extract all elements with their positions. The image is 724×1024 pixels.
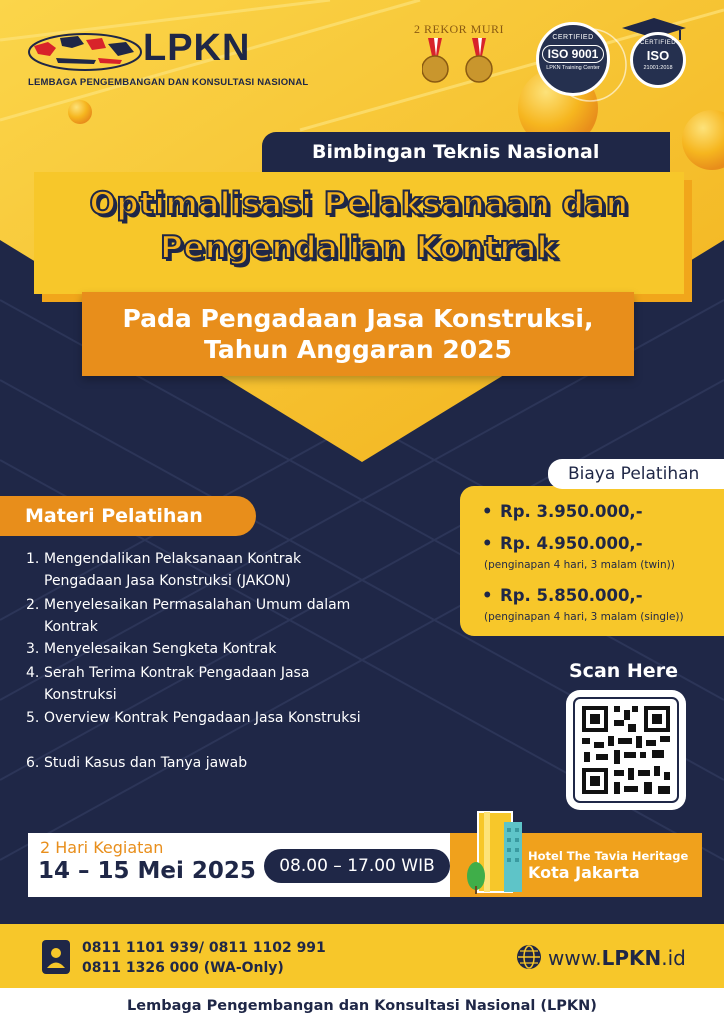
- building-icon: [464, 808, 526, 894]
- rekor-muri-label: 2 REKOR MURI: [414, 22, 505, 36]
- iso-9001-label: ISO 9001: [542, 45, 605, 63]
- price-value: Rp. 4.950.000,-: [500, 534, 643, 553]
- phone-numbers[interactable]: 0811 1101 939/ 0811 1102 991: [82, 940, 326, 956]
- list-number: 1.: [26, 551, 40, 567]
- price-note: (penginapan 4 hari, 3 malam (single)): [484, 611, 684, 623]
- event-time: 08.00 – 17.00 WIB: [264, 849, 450, 883]
- lpkn-logo-subtitle: LEMBAGA PENGEMBANGAN DAN KONSULTASI NASIONAL: [28, 77, 309, 88]
- event-subtitle-line1: Pada Pengadaan Jasa Konstruksi,: [122, 304, 594, 333]
- qr-code-icon: [566, 690, 686, 810]
- globe-icon: [516, 944, 542, 970]
- event-dates: 14 – 15 Mei 2025: [38, 858, 256, 884]
- website-brand: LPKN: [601, 946, 662, 970]
- list-number: 3.: [26, 641, 40, 657]
- iso2-main-label: ISO: [646, 48, 670, 63]
- whatsapp-number[interactable]: 0811 1326 000 (WA-Only): [82, 960, 284, 976]
- event-title-line1: Optimalisasi Pelaksanaan dan: [89, 186, 629, 222]
- price-item: • Rp. 4.950.000,-: [482, 534, 643, 553]
- website-link[interactable]: [548, 946, 686, 970]
- price-item: • Rp. 5.850.000,-: [482, 586, 643, 605]
- lpkn-map-logo: [26, 26, 144, 74]
- iso-training-label: LPKN Training Center: [546, 65, 600, 71]
- scan-label: Scan Here: [569, 660, 678, 682]
- iso-certified-label: CERTIFIED: [552, 34, 594, 41]
- title-box: [34, 172, 684, 294]
- iso-21001-badge: [630, 32, 686, 88]
- iso-9001-badge: [536, 22, 610, 96]
- website-suffix: .id: [661, 946, 686, 970]
- city-name: Kota Jakarta: [528, 863, 640, 882]
- iso2-number-label: 21001:2018: [643, 65, 673, 71]
- lpkn-logo-text: LPKN: [143, 27, 251, 69]
- list-text: Menyelesaikan Permasalahan Umum dalam Kontrak: [44, 597, 351, 635]
- price-value: Rp. 5.850.000,-: [500, 586, 643, 605]
- website-prefix: www.: [548, 946, 602, 970]
- biaya-title: Biaya Pelatihan: [548, 459, 724, 489]
- biaya-box: [460, 486, 724, 636]
- price-note: (penginapan 4 hari, 3 malam (twin)): [484, 559, 675, 571]
- medal-icon: [422, 38, 502, 88]
- hotel-name: Hotel The Tavia Heritage: [528, 849, 689, 863]
- iso2-certified-label: CERTIFIED: [639, 40, 677, 46]
- list-text: Studi Kasus dan Tanya jawab: [44, 755, 248, 771]
- list-number: 2.: [26, 597, 40, 613]
- list-text: Menyelesaikan Sengketa Kontrak: [44, 641, 277, 657]
- list-text: Overview Kontrak Pengadaan Jasa Konstruksi: [44, 710, 361, 726]
- price-value: Rp. 3.950.000,-: [500, 502, 643, 521]
- subtitle-box: [82, 292, 634, 376]
- list-number: 5.: [26, 710, 40, 726]
- duration-label: 2 Hari Kegiatan: [40, 838, 164, 857]
- phone-icon: [42, 940, 70, 974]
- qr-code[interactable]: [566, 690, 686, 810]
- list-number: 6.: [26, 755, 40, 771]
- event-title-line2: Pengendalian Kontrak: [160, 230, 558, 266]
- materi-title: Materi Pelatihan: [0, 496, 256, 536]
- organization-name: Lembaga Pengembangan dan Konsultasi Nasional (LPKN): [0, 988, 724, 1024]
- event-subtitle-line2: Tahun Anggaran 2025: [204, 335, 512, 364]
- list-text: Serah Terima Kontrak Pengadaan Jasa Konstruksi: [44, 665, 310, 703]
- price-item: • Rp. 3.950.000,-: [482, 502, 643, 521]
- list-text: Mengendalikan Pelaksanaan Kontrak Pengadaan Jasa Konstruksi (JAKON): [44, 551, 302, 589]
- list-number: 4.: [26, 665, 40, 681]
- event-type-label: Bimbingan Teknis Nasional: [262, 132, 670, 172]
